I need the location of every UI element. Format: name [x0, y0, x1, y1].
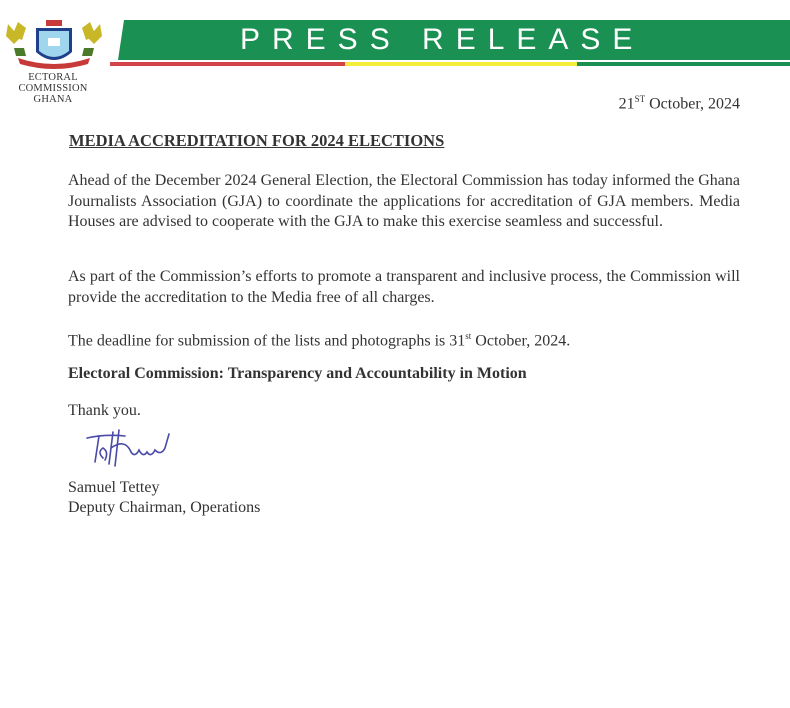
signatory-block [68, 478, 260, 518]
document-title: MEDIA ACCREDITATION FOR 2024 ELECTIONS [69, 131, 445, 150]
paragraph-free-accreditation: As part of the Commission’s efforts to promote a transparent and inclusive process, the Commission will provide the accreditation to the Media free of all charges. [68, 268, 740, 306]
banner-title: PRESS RELEASE [240, 23, 645, 56]
date-rest: October, 2024 [645, 95, 740, 113]
paragraph-deadline [68, 326, 740, 352]
press-release-banner [110, 20, 790, 62]
closing: Thank you. [68, 402, 141, 419]
stripe-red [110, 62, 345, 66]
release-date [619, 94, 740, 113]
deadline-text: The deadline for submission of the lists and photographs is 31 [68, 332, 466, 350]
signatory-name: Samuel Tettey [68, 479, 160, 496]
paragraph-intro: Ahead of the December 2024 General Election, the Electoral Commission has today informed the Ghana Journalists Association (GJA) to coordinate the applications for accreditation of GJA members. Media Houses are advised to cooperate with the GJA to make this exercise seamless and successful. [68, 172, 740, 230]
stripe-yellow [345, 62, 577, 66]
stripe-green [577, 62, 790, 66]
organization-caption-line1: ECTORAL COMMISSION [18, 72, 88, 94]
organization-caption [0, 72, 106, 105]
signatory-title: Deputy Chairman, Operations [68, 499, 261, 516]
date-day: 21 [618, 95, 635, 113]
deadline-date-rest: October, 2024. [471, 332, 571, 350]
signature-image [85, 428, 175, 468]
date-suffix: ST [634, 94, 646, 104]
organization-caption-line2: GHANA [33, 94, 73, 105]
electoral-commission-coat-of-arms-logo [4, 18, 104, 72]
deadline-suffix: st [465, 331, 472, 341]
slogan: Electoral Commission: Transparency and Accountability in Motion [68, 365, 527, 382]
